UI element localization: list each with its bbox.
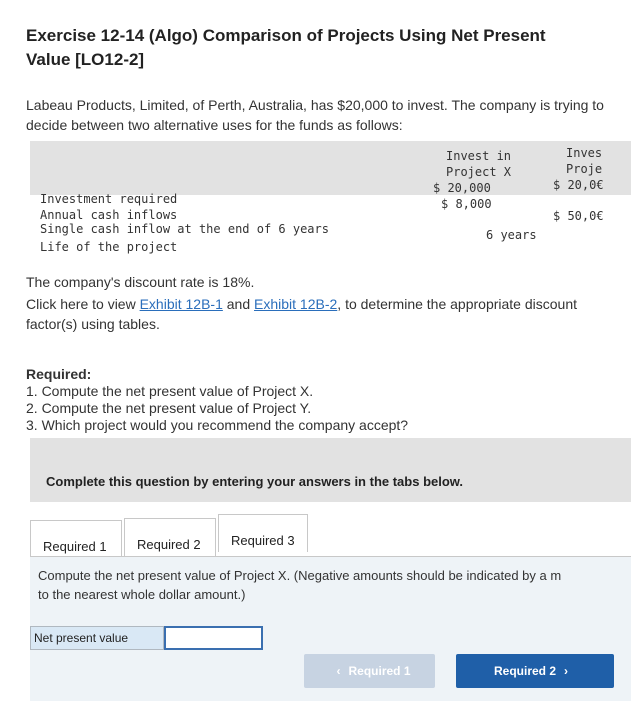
required-item: 2. Compute the net present value of Project Y. [26,400,312,416]
col-y-header-line2: Proje [566,162,603,176]
tab-required-2[interactable]: Required 2 [124,518,216,556]
tab-required-3[interactable]: Required 3 [218,514,308,552]
tab-required-1[interactable]: Required 1 [30,520,122,558]
complete-instructions: Complete this question by entering your answers in the tabs below. [46,474,464,489]
complete-banner [30,438,631,502]
col-x-header-line1: Invest in [446,149,512,163]
chevron-left-icon: ‹ [336,664,341,678]
table-cell-investment-y: $ 20,0€ [553,178,604,192]
table-cell-investment-x: $ 20,000 [433,181,491,195]
row-label-life: Life of the project [40,240,178,254]
exhibit-instructions: Click here to view Exhibit 12B-1 and Exhibit 12B-2, to determine the appropriate discount factor(s) using tables. [26,296,577,332]
col-x-header-line2: Project X [446,165,512,179]
chevron-right-icon: › [564,664,568,678]
exhibit-12b1-link[interactable]: Exhibit 12B-1 [139,296,223,312]
npv-input[interactable] [164,626,263,650]
prev-required-button[interactable]: ‹ Required 1 [304,654,435,688]
discount-rate: The company's discount rate is 18%. [26,274,255,290]
required-list [26,366,586,434]
table-cell-annual-x: $ 8,000 [441,197,492,211]
next-required-button[interactable]: Required 2 › [456,654,614,688]
exercise-title: Exercise 12-14 (Algo) Comparison of Projects Using Net Present Value [LO12-2] [26,26,546,69]
answer-instruction: Compute the net present value of Project X. (Negative amounts should be indicated by a m to the nearest whole dollar amount.) [38,568,562,602]
required-heading: Required: [26,366,92,382]
data-table-header-band [30,141,631,195]
npv-label: Net present value [30,626,164,650]
exercise-intro: Labeau Products, Limited, of Perth, Australia, has $20,000 to invest. The company is trying to decide between two alternative uses for the funds as follows: [26,97,604,133]
table-cell-life-x: 6 years [486,228,537,242]
row-label-annual: Annual cash inflows [40,208,178,222]
required-item: 3. Which project would you recommend the company accept? [26,417,409,433]
required-item: 1. Compute the net present value of Project X. [26,383,314,399]
row-label-single: Single cash inflow at the end of 6 years [40,222,329,236]
exhibit-12b2-link[interactable]: Exhibit 12B-2 [254,296,338,312]
col-y-header-line1: Inves [566,146,603,160]
table-cell-single-y: $ 50,0€ [553,209,604,223]
row-label-investment: Investment required [40,192,178,206]
